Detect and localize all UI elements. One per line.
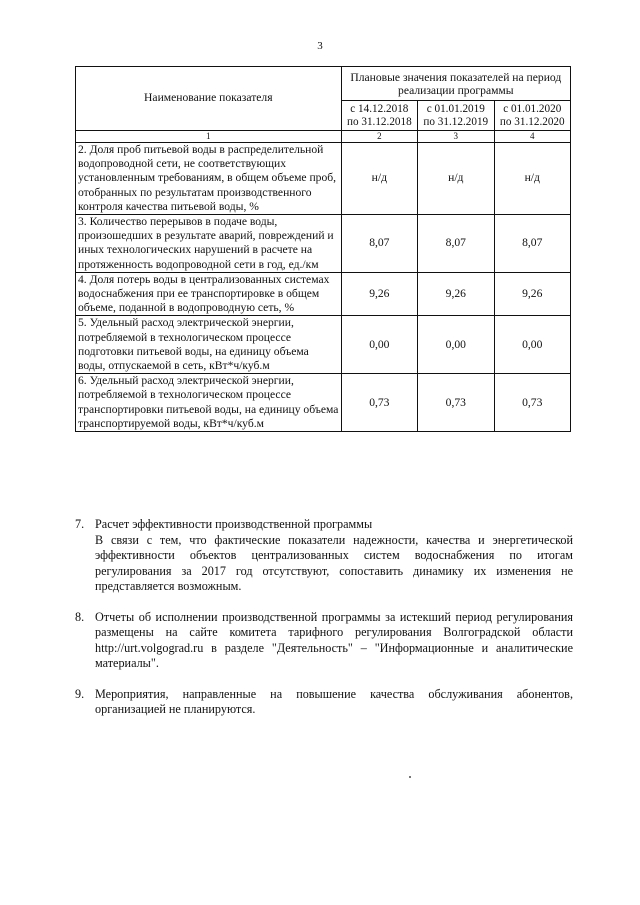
header-period-2018: с 14.12.2018 по 31.12.2018 xyxy=(341,101,417,131)
indicator-value: 8,07 xyxy=(418,215,494,273)
indicator-value: 9,26 xyxy=(418,272,494,316)
indicator-value: 0,00 xyxy=(418,316,494,374)
header-indicator-name: Наименование показателя xyxy=(76,67,342,131)
indicator-value: 8,07 xyxy=(341,215,417,273)
table-row xyxy=(76,215,571,273)
indicator-value: н/д xyxy=(418,143,494,215)
section-text: Мероприятия, направленные на повышение качества обслуживания абонентов, организацией не планируются. xyxy=(95,686,573,716)
section-number: 8. xyxy=(75,609,85,624)
section-7 xyxy=(75,517,573,595)
table-row xyxy=(76,316,571,374)
indicator-name: 4. Доля потерь воды в централизованных системах водоснабжения при ее транспортировке в общем объеме, поданной в водопроводную сеть, % xyxy=(76,272,342,316)
section-8 xyxy=(75,610,573,672)
indicator-value: 0,00 xyxy=(494,316,570,374)
notes-section xyxy=(75,517,573,733)
page-number: 3 xyxy=(317,40,323,52)
header-period-2019: с 01.01.2019 по 31.12.2019 xyxy=(418,101,494,131)
section-text: В связи с тем, что фактические показатели надежности, качества и энергетической эффективности объектов централизованных систем водоснабжения по итогам регулирования за 2017 год отсутствуют, сопоставить динамику их изменения не представляется возможным. xyxy=(95,532,573,593)
table-row xyxy=(76,143,571,215)
column-numbers-row xyxy=(76,131,571,143)
indicator-value: 9,26 xyxy=(341,272,417,316)
section-9 xyxy=(75,687,573,718)
indicator-value: 9,26 xyxy=(494,272,570,316)
column-number: 2 xyxy=(341,131,417,143)
scan-dot xyxy=(409,776,411,778)
column-number: 1 xyxy=(76,131,342,143)
indicator-value: н/д xyxy=(494,143,570,215)
indicator-value: 0,73 xyxy=(341,374,417,432)
section-number: 7. xyxy=(75,517,85,531)
section-number: 9. xyxy=(75,686,85,701)
indicator-value: н/д xyxy=(341,143,417,215)
indicators-table xyxy=(75,66,571,432)
indicator-value: 0,00 xyxy=(341,316,417,374)
table-row xyxy=(76,374,571,432)
column-number: 3 xyxy=(418,131,494,143)
indicator-value: 0,73 xyxy=(418,374,494,432)
header-period-2020: с 01.01.2020 по 31.12.2020 xyxy=(494,101,570,131)
section-title: Расчет эффективности производственной программы xyxy=(95,517,373,531)
table-row xyxy=(76,272,571,316)
indicator-name: 3. Количество перерывов в подаче воды, произошедших в результате аварий, повреждений и иных технологических нарушений в расчете на протяженность водопроводной сети в год, ед./км xyxy=(76,215,342,273)
indicator-name: 6. Удельный расход электрической энергии, потребляемой в технологическом процессе транспортировки питьевой воды, на единицу объема транспортируемой воды, кВт*ч/куб.м xyxy=(76,374,342,432)
indicator-value: 8,07 xyxy=(494,215,570,273)
section-text: Отчеты об исполнении производственной программы за истекший период регулирования размещены на сайте комитета тарифного регулирования Волгоградской области http://urt.volgograd.ru в разделе "Деятельность" – "Информационные и аналитические материалы". xyxy=(95,609,573,670)
header-planned-values: Плановые значения показателей на период реализации программы xyxy=(341,67,570,101)
indicator-name: 2. Доля проб питьевой воды в распределительной водопроводной сети, не соответствующих установленным требованиям, в общем объеме проб, отобранных по результатам производственного контроля качества питьевой воды, % xyxy=(76,143,342,215)
indicator-value: 0,73 xyxy=(494,374,570,432)
indicator-name: 5. Удельный расход электрической энергии, потребляемой в технологическом процессе подготовки питьевой воды, на единицу объема воды, отпускаемой в сеть, кВт*ч/куб.м xyxy=(76,316,342,374)
column-number: 4 xyxy=(494,131,570,143)
